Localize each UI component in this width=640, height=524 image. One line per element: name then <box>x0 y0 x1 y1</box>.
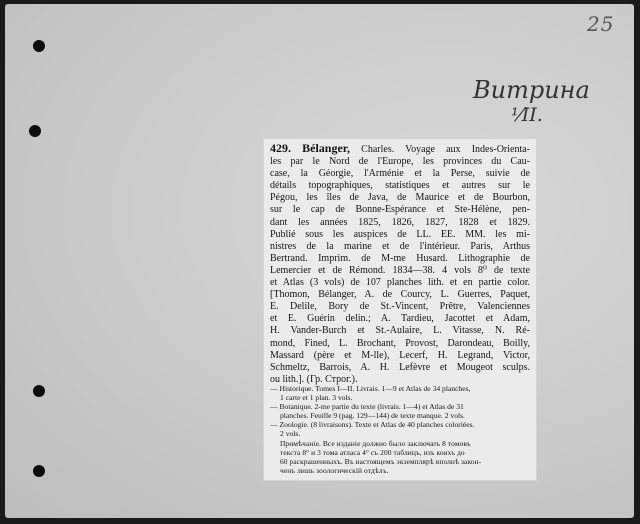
volume-notes <box>270 385 532 438</box>
note-line: 1 carte et 1 plan. 3 vols. <box>280 392 353 402</box>
entry-line: Pégou, les îles de Java, de Maurice et de Bourbon, <box>270 192 530 204</box>
entry-line: sur le cap de Bonne-Espérance et Ste-Hélène, pen- <box>270 204 530 216</box>
remark-line: ченъ лишь зоологическій отдѣлъ. <box>280 465 389 475</box>
punch-hole <box>33 40 45 52</box>
entry-line: détails topographiques, statistiques et autres sur le <box>270 180 530 192</box>
entry-line: Massard (père et M-lle), Lecerf, H. Legrand, Victor, <box>270 349 530 361</box>
entry-line: et Atlas (3 vols) de 107 planches lith. et en partie color. <box>270 277 530 289</box>
handwritten-note-line-2: ⅟II. <box>511 104 543 126</box>
entry-line: 429. Bélanger, Charles. Voyage aux Indes-Orienta- <box>270 141 531 155</box>
entry-line: H. Vander-Burch et St.-Aulaire, L. Vitasse, N. Ré- <box>270 325 530 337</box>
handwritten-note-line-1: Витрина <box>473 76 590 104</box>
punch-hole <box>33 385 45 397</box>
remark-block <box>270 440 532 476</box>
note-line: — Zoologie. (8 livraisons). Texte et Atlas de 40 planches coloriées. <box>270 419 475 429</box>
entry-line: case, la Géorgie, l'Arménie et la Perse, suivie de <box>270 168 530 180</box>
entry-line: ou lith.]. (Гр. Строг.). <box>270 373 358 385</box>
note-line: — Historique. Tomes I—II. Livrais. 1—9 et Atlas de 34 planches, <box>270 384 471 393</box>
catalog-slip <box>264 139 536 480</box>
entry-line: les par le Nord de l'Europe, les provinces du Cau- <box>270 156 530 168</box>
entry-line: dant les années 1825, 1826, 1827, 1828 et 1829. <box>270 216 530 228</box>
entry-number: 429. <box>270 141 291 155</box>
entry-line: mond, Fined, L. Brochant, Provost, Darondeau, Boilly, <box>270 337 530 349</box>
entry-author: Bélanger, <box>302 141 351 155</box>
remark-line: 60 раскрашенныхъ. Въ настоящемъ экземплярѣ вполнѣ закон- <box>280 456 482 466</box>
entry-line: et E. Guérin delin.; A. Tardieu, Jacottet et Adam, <box>270 313 530 325</box>
entry-line: Lemercier et de Rémond. 1834—38. 4 vols 8⁰ de texte <box>270 264 530 276</box>
entry-line: Schmeltz, Barrois, A. H. Lefèvre et Mougeot sculps. <box>270 361 530 373</box>
remark-line: текста 8° и 3 тома атласа 4° съ 200 таблицъ, изъ коихъ до <box>280 447 465 457</box>
note-line: planches. Feuille 9 (pag. 129—144) de texte manque. 2 vols. <box>280 410 465 420</box>
entry-line: [Thomon, Bélanger, A. de Courcy, L. Guerres, Paquet, <box>270 289 530 301</box>
note-line: 2 vols. <box>280 428 301 438</box>
punch-hole <box>33 465 45 477</box>
punch-hole <box>29 125 41 137</box>
entry-body <box>270 142 530 386</box>
entry-line: Publié sous les auspices de LL. EE. MM. les mi- <box>270 228 530 240</box>
remark-line: Примѣчаніе. Все изданіе должно было заключать 8 томовъ <box>280 439 471 448</box>
note-line: — Botanique. 2-me partie du texte (livrais. 1—4) et Atlas de 31 <box>270 401 464 411</box>
page-number: 25 <box>587 12 615 36</box>
entry-line: E. Delile, Bory de St.-Vincent, Prêtre, Valenciennes <box>270 301 530 313</box>
entry-line: Bertrand. Imprim. de M-me Husard. Lithographie de <box>270 252 530 264</box>
entry-line: nistres de la marine et de l'intérieur. Paris, Arthus <box>270 240 530 252</box>
